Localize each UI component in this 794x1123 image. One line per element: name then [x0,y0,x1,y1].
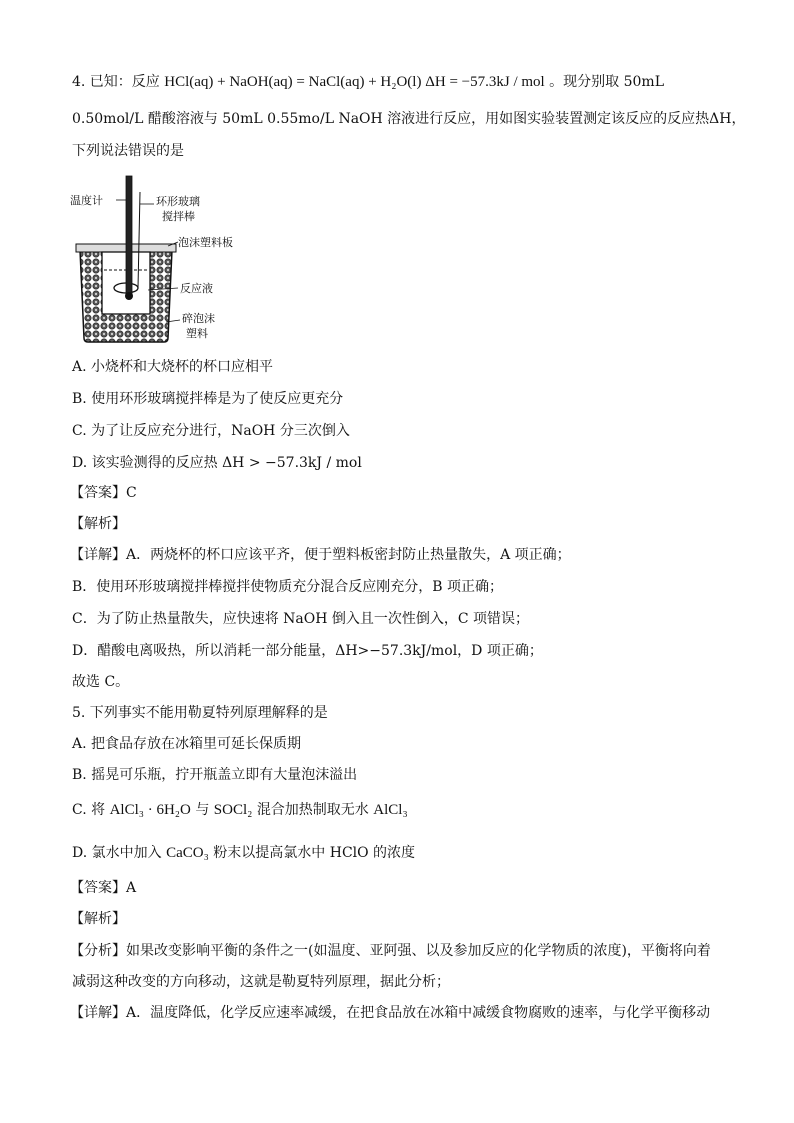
q5-answer: 【答案】A [70,880,137,896]
q4-reaction-equation: HCl(aq) + NaOH(aq) = NaCl(aq) + H₂O(l) ΔH = −57.3kJ / mol [164,74,545,90]
q5-option-d-prefix: D. 氯水中加入 [72,845,162,861]
q5-analysis-1: 【分析】如果改变影响平衡的条件之一(如温度、亚阿强、以及参加反应的化学物质的浓度)，平衡将向着 [70,943,711,959]
q5-option-c-mid: 与 [195,802,210,818]
q4-stem-suffix: 。现分别取 50mL [549,74,664,90]
q5-analysis-title: 【解析】 [70,911,126,927]
q5-option-c-formula-2: SOCl₂ [213,802,253,818]
q5-option-c-formula-1: AlCl₃ · 6H₂O [109,802,191,818]
thermometer-icon [126,176,132,296]
calorimeter-diagram [68,170,258,345]
q5-option-a: A. 把食品存放在冰箱里可延长保质期 [72,736,302,752]
label-liquid: 反应液 [180,282,213,295]
q4-option-d: D. 该实验测得的反应热 ΔH > −57.3kJ / mol [72,455,362,471]
q5-analysis-2: 减弱这种改变的方向移动，这就是勒夏特列原理，据此分析； [72,974,450,990]
q4-detail-4: 故选 C。 [72,674,130,690]
q4-analysis-title: 【解析】 [70,516,126,532]
label-foam-1: 碎泡沫 [182,312,215,325]
q4-stem-prefix: 4. 已知：反应 [72,74,160,90]
thermometer-bulb [125,292,133,300]
label-stirrer-2: 搅拌棒 [162,210,195,223]
q5-option-d-formula: CaCO₃ [166,845,209,861]
label-stirrer-1: 环形玻璃 [156,195,200,208]
q5-option-d-suffix: 粉末以提高氯水中 HClO 的浓度 [213,845,416,861]
label-foam-board: 泡沫塑料板 [178,236,233,249]
q4-option-a: A. 小烧杯和大烧杯的杯口应相平 [72,359,274,375]
q4-detail-3: D．醋酸电离吸热，所以消耗一部分能量，ΔH>−57.3kJ/mol，D 项正确； [72,643,543,659]
label-thermometer: 温度计 [70,194,103,207]
q4-option-b: B. 使用环形玻璃搅拌棒是为了使反应更充分 [72,391,344,407]
q5-option-d [72,843,415,863]
q5-stem: 5. 下列事实不能用勒夏特列原理解释的是 [72,705,328,721]
q4-answer: 【答案】C [70,485,137,501]
label-foam-2: 塑料 [186,327,208,340]
q5-option-b: B. 摇晃可乐瓶，拧开瓶盖立即有大量泡沫溢出 [72,767,358,783]
q5-option-c-prefix: C. 将 [72,802,106,818]
q4-detail-2: C．为了防止热量散失，应快速将 NaOH 倒入且一次性倒入，C 项错误； [72,611,530,627]
q5-option-c-mid2: 混合加热制取无水 [256,802,369,818]
q4-stem-line3: 下列说法错误的是 [72,143,184,159]
q4-option-c: C. 为了让反应充分进行，NaOH 分三次倒入 [72,423,350,439]
q5-detail-1: 【详解】A．温度降低，化学反应速率减缓，在把食品放在冰箱中减缓食物腐败的速率，与化学平衡移动 [70,1005,711,1021]
q4-detail-0: 【详解】A．两烧杯的杯口应该平齐，便于塑料板密封防止热量散失，A 项正确； [70,547,571,563]
q4-detail-1: B．使用环形玻璃搅拌棒搅拌使物质充分混合反应刚充分，B 项正确； [72,579,504,595]
q4-stem-line1 [72,72,664,92]
q5-option-c [72,800,408,820]
q4-stem-line2: 0.50mol/L 醋酸溶液与 50mL 0.55mo/L NaOH 溶液进行反应，用如图实验装置测定该反应的反应热ΔH， [72,111,746,127]
q5-option-c-formula-3: AlCl₃ [373,802,408,818]
